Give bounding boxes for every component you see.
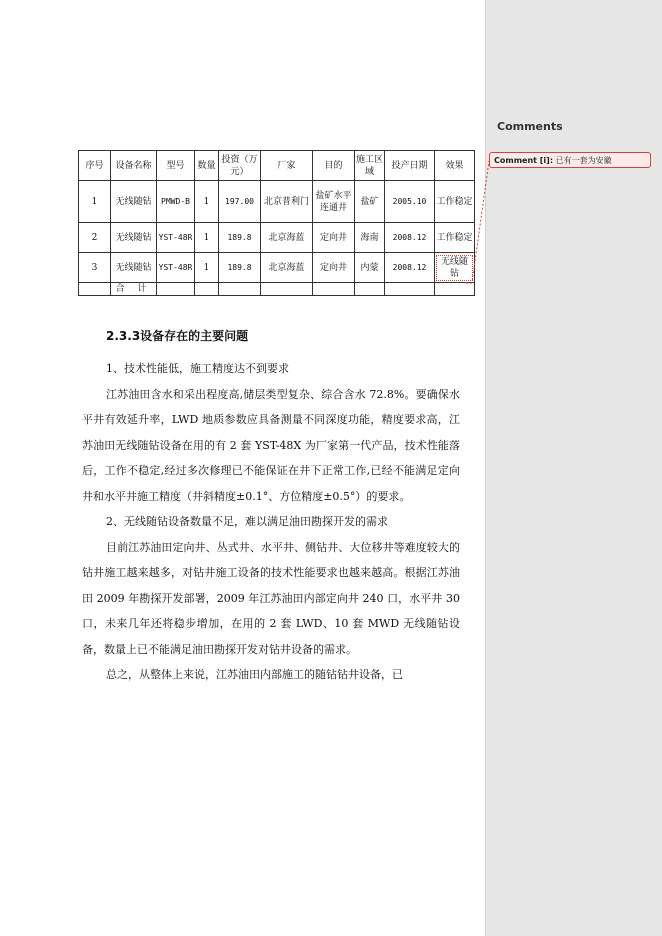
comment-label: Comment [i]:	[494, 156, 554, 165]
cell-no: 3	[79, 253, 111, 283]
header-cell: 序号	[79, 151, 111, 181]
comment-anchor-text[interactable]: 无线随钻	[436, 255, 473, 281]
cell-name: 无线随钻	[111, 253, 157, 283]
cell-maker: 北京海蓝	[261, 223, 313, 253]
cell-qty: 1	[195, 223, 219, 253]
header-cell: 数量	[195, 151, 219, 181]
cell-total-label: 合 计	[111, 283, 157, 296]
header-cell: 效果	[435, 151, 475, 181]
cell-purpose: 定向井	[313, 223, 355, 253]
cell-effect-commented[interactable]	[435, 253, 475, 283]
cell-maker: 北京普利门	[261, 181, 313, 223]
cell-empty	[261, 283, 313, 296]
cell-area: 内蒙	[355, 253, 385, 283]
cell-name: 无线随钻	[111, 223, 157, 253]
cell-no: 1	[79, 181, 111, 223]
paragraph: 目前江苏油田定向井、丛式井、水平井、侧钻井、大位移井等难度较大的钻井施工越来越多，对钻井施工设备的技术性能要求也越来越高。根据江苏油田 2009 年勘探开发部署，2009 年江苏油田内部定向井 240 口，水平井 30 口，未来几年还将稳步增加，在用的 2 套 LWD、10 套 MWD 无线随钻设备，数量上已不能满足油田勘探开发对钻井设备的需求。	[82, 540, 460, 656]
body-text	[82, 326, 460, 688]
cell-date: 2008.12	[385, 253, 435, 283]
header-cell: 投产日期	[385, 151, 435, 181]
margin-divider	[485, 0, 486, 936]
comments-pane-header: Comments	[497, 120, 563, 133]
table-header-row	[79, 151, 475, 181]
cell-no: 2	[79, 223, 111, 253]
cell-model: PMWD-B	[157, 181, 195, 223]
cell-effect: 工作稳定	[435, 223, 475, 253]
header-cell: 目的	[313, 151, 355, 181]
header-cell: 施工区域	[355, 151, 385, 181]
header-cell: 型号	[157, 151, 195, 181]
comment-balloon[interactable]	[489, 152, 651, 168]
paragraph: 2、无线随钻设备数量不足，难以满足油田勘探开发的需求	[106, 515, 388, 528]
header-cell: 投资（万元）	[219, 151, 261, 181]
table-total-row	[79, 283, 475, 296]
cell-empty	[219, 283, 261, 296]
cell-date: 2005.10	[385, 181, 435, 223]
header-cell: 设备名称	[111, 151, 157, 181]
equipment-table	[78, 150, 475, 296]
cell-model: YST-48R	[157, 223, 195, 253]
comment-text: 已有一套为安徽	[555, 156, 612, 165]
cell-empty	[157, 283, 195, 296]
cell-empty	[313, 283, 355, 296]
comments-margin-pane	[485, 0, 662, 936]
table-row	[79, 181, 475, 223]
header-cell: 厂家	[261, 151, 313, 181]
cell-purpose: 盐矿水平连通井	[313, 181, 355, 223]
cell-qty: 1	[195, 253, 219, 283]
cell-purpose: 定向井	[313, 253, 355, 283]
section-heading: 2.3.3设备存在的主要问题	[106, 329, 249, 343]
table-row	[79, 253, 475, 283]
cell-area: 盐矿	[355, 181, 385, 223]
table-row	[79, 223, 475, 253]
cell-empty	[79, 283, 111, 296]
paragraph: 总之，从整体上来说，江苏油田内部施工的随钻钻井设备，已	[106, 668, 403, 681]
cell-empty	[435, 283, 475, 296]
cell-maker: 北京海蓝	[261, 253, 313, 283]
cell-empty	[385, 283, 435, 296]
paragraph: 1、技术性能低，施工精度达不到要求	[106, 362, 289, 375]
cell-empty	[355, 283, 385, 296]
cell-name: 无线随钻	[111, 181, 157, 223]
cell-area: 海南	[355, 223, 385, 253]
paragraph: 江苏油田含水和采出程度高,储层类型复杂、综合含水 72.8%。要确保水平井有效延升率，LWD 地质参数应具备测量不同深度功能，精度要求高，江苏油田无线随钻设备在用的有 2 套 YST-48X 为厂家第一代产品，技术性能落后，工作不稳定,经过多次修理已不能保证在井下正常工作,已经不能满足定向井和水平井施工精度（井斜精度±0.1°、方位精度±0.5°）的要求。	[82, 387, 460, 503]
cell-date: 2008.12	[385, 223, 435, 253]
cell-invest: 197.00	[219, 181, 261, 223]
cell-model: YST-48R	[157, 253, 195, 283]
cell-empty	[195, 283, 219, 296]
cell-invest: 189.8	[219, 253, 261, 283]
cell-invest: 189.8	[219, 223, 261, 253]
cell-effect: 工作稳定	[435, 181, 475, 223]
cell-qty: 1	[195, 181, 219, 223]
